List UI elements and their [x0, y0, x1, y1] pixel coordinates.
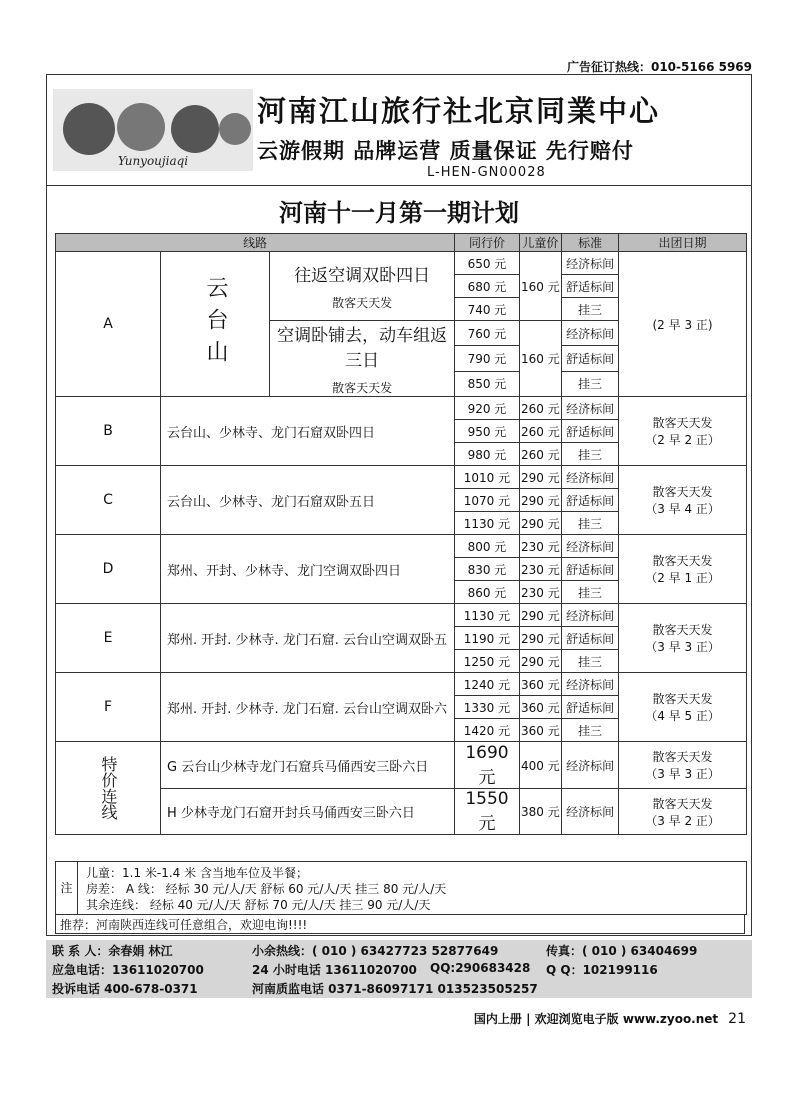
- company-name: 河南江山旅行社北京同業中心: [257, 94, 661, 128]
- child-price: 360 元: [519, 673, 562, 696]
- standard: 经济标间: [562, 789, 619, 835]
- price: 1190 元: [455, 627, 519, 650]
- route-name: 空调卧铺去，动车组返三日 散客天天发: [270, 321, 455, 397]
- notes-line: 儿童：1.1 米-1.4 米 含当地车位及半餐；: [86, 866, 308, 880]
- table-row: [56, 466, 747, 489]
- standard: 舒适标间: [562, 696, 619, 719]
- standard: 舒适标间: [562, 558, 619, 581]
- price: 1330 元: [455, 696, 519, 719]
- header: [47, 75, 751, 186]
- itinerary-table: [55, 233, 747, 835]
- standard: 挂三: [562, 650, 619, 673]
- depart-date: (2 早 3 正): [619, 252, 747, 397]
- child-price: 160 元: [519, 252, 562, 321]
- child-price: 380 元: [519, 789, 562, 835]
- logo-text: Yunyoujiaqi: [117, 154, 189, 168]
- contact-qq: QQ:290683428: [430, 961, 531, 975]
- footer-text: 国内上册 | 欢迎浏览电子版 www.zyoo.net: [473, 1012, 719, 1026]
- notes-label: 注: [56, 862, 78, 914]
- standard: 经济标间: [562, 321, 619, 346]
- child-price: 400 元: [519, 742, 562, 789]
- standard: 经济标间: [562, 535, 619, 558]
- contact-people: 联 系 人：余春娟 林江: [52, 944, 173, 958]
- col-child-price: 儿童价: [519, 234, 562, 252]
- date-line: （2 早 1 正）: [645, 571, 720, 585]
- table-row: [56, 673, 747, 696]
- ad-hotline: 广告征订热线：010-5166 5969: [566, 60, 752, 74]
- depart-date: [619, 673, 747, 742]
- standard: 经济标间: [562, 742, 619, 789]
- price: 1130 元: [455, 604, 519, 627]
- child-price: 290 元: [519, 466, 562, 489]
- logo: [53, 89, 253, 171]
- contact-fax: 传真：( 010 ) 63404699: [546, 944, 698, 958]
- standard: 挂三: [562, 512, 619, 535]
- price: 1550 元: [455, 789, 519, 835]
- child-price: 290 元: [519, 604, 562, 627]
- price: 790 元: [455, 346, 519, 371]
- standard: 舒适标间: [562, 420, 619, 443]
- route-name: 郑州、开封、少林寺、龙门空调双卧四日: [161, 535, 455, 604]
- depart-date: 散客天天发 （3 早 2 正）: [619, 789, 747, 835]
- table-header: [56, 234, 747, 252]
- date-line: 散客天天发: [652, 623, 713, 637]
- child-price: 360 元: [519, 719, 562, 742]
- price: 920 元: [455, 397, 519, 420]
- route-code: B: [56, 397, 161, 466]
- page-number: 21: [728, 1011, 746, 1027]
- depart-date: [619, 397, 747, 466]
- standard: 经济标间: [562, 252, 619, 275]
- license-number: L-HEN-GN00028: [427, 165, 546, 180]
- contact-qq2: Q Q：102199116: [546, 963, 658, 977]
- contact-quality: 河南质监电话 0371-86097171 013523505257: [252, 982, 538, 996]
- page-footer: [474, 1010, 746, 1027]
- price: 740 元: [455, 298, 519, 321]
- standard: 挂三: [562, 581, 619, 604]
- table-row: [56, 604, 747, 627]
- price: 950 元: [455, 420, 519, 443]
- depart-date: [619, 604, 747, 673]
- price: 1250 元: [455, 650, 519, 673]
- standard: 舒适标间: [562, 627, 619, 650]
- route-name: 郑州. 开封. 少林寺. 龙门石窟. 云台山空调双卧五: [161, 604, 455, 673]
- table-row: [56, 252, 747, 275]
- standard: 挂三: [562, 443, 619, 466]
- special-label: 特价连线: [56, 742, 161, 835]
- table-row: [56, 742, 747, 789]
- standard: 挂三: [562, 371, 619, 396]
- standard: 舒适标间: [562, 275, 619, 298]
- depart-date: 散客天天发 （3 早 3 正）: [619, 742, 747, 789]
- standard: 经济标间: [562, 604, 619, 627]
- child-price: 290 元: [519, 512, 562, 535]
- child-price: 230 元: [519, 581, 562, 604]
- standard: 舒适标间: [562, 489, 619, 512]
- notes-line: 其余连线： 经标 40 元/人/天 舒标 70 元/人/天 挂三 90 元/人/天: [86, 898, 431, 912]
- ad-frame: [46, 74, 752, 936]
- standard: 挂三: [562, 719, 619, 742]
- price: 650 元: [455, 252, 519, 275]
- child-price: 160 元: [519, 321, 562, 397]
- notes-box: [55, 861, 747, 915]
- notes-line: 房差： A 线： 经标 30 元/人/天 舒标 60 元/人/天 挂三 80 元/人/天: [86, 882, 447, 896]
- depart-date: [619, 466, 747, 535]
- route-name: G 云台山少林寺龙门石窟兵马俑西安三卧六日: [161, 742, 455, 789]
- child-price: 260 元: [519, 443, 562, 466]
- child-price: 230 元: [519, 558, 562, 581]
- date-line: （4 早 5 正）: [645, 709, 720, 723]
- child-price: 290 元: [519, 489, 562, 512]
- route-code: E: [56, 604, 161, 673]
- route-code: C: [56, 466, 161, 535]
- price: 1690 元: [455, 742, 519, 789]
- date-line: （3 早 3 正）: [645, 640, 720, 654]
- child-price: 290 元: [519, 650, 562, 673]
- date-line: 散客天天发: [652, 692, 713, 706]
- slogan: 云游假期 品牌运营 质量保证 先行赔付: [257, 139, 634, 163]
- price: 830 元: [455, 558, 519, 581]
- route-code: D: [56, 535, 161, 604]
- standard: 经济标间: [562, 673, 619, 696]
- route-name: 云台山、少林寺、龙门石窟双卧五日: [161, 466, 455, 535]
- recommend-note: 推荐：河南陕西连线可任意组合，欢迎电询!!!!: [55, 914, 745, 934]
- depart-date: [619, 535, 747, 604]
- price: 1130 元: [455, 512, 519, 535]
- price: 800 元: [455, 535, 519, 558]
- standard: 经济标间: [562, 397, 619, 420]
- child-price: 290 元: [519, 627, 562, 650]
- price: 1010 元: [455, 466, 519, 489]
- child-price: 230 元: [519, 535, 562, 558]
- price: 850 元: [455, 371, 519, 396]
- logo-graphic: [53, 89, 253, 171]
- contacts-bar: [46, 940, 752, 998]
- price: 1420 元: [455, 719, 519, 742]
- contact-emergency: 应急电话：13611020700: [52, 963, 204, 977]
- route-name: 云台山、少林寺、龙门石窟双卧四日: [161, 397, 455, 466]
- date-line: 散客天天发: [652, 485, 713, 499]
- col-price: 同行价: [455, 234, 519, 252]
- contact-24h: 24 小时电话 13611020700: [252, 963, 417, 977]
- table-row: [56, 535, 747, 558]
- region-name: 云台山: [161, 252, 270, 397]
- standard: 经济标间: [562, 466, 619, 489]
- standard: 舒适标间: [562, 346, 619, 371]
- price: 1070 元: [455, 489, 519, 512]
- date-line: 散客天天发: [652, 416, 713, 430]
- price: 760 元: [455, 321, 519, 346]
- col-standard: 标准: [562, 234, 619, 252]
- route-name: 郑州. 开封. 少林寺. 龙门石窟. 云台山空调双卧六: [161, 673, 455, 742]
- child-price: 260 元: [519, 420, 562, 443]
- standard: 挂三: [562, 298, 619, 321]
- plan-title: 河南十一月第一期计划: [279, 199, 519, 227]
- price: 980 元: [455, 443, 519, 466]
- col-route: 线路: [56, 234, 455, 252]
- price: 1240 元: [455, 673, 519, 696]
- contact-hotline: 小余热线：( 010 ) 63427723 52877649: [252, 944, 499, 958]
- route-code: F: [56, 673, 161, 742]
- child-price: 360 元: [519, 696, 562, 719]
- route-name: H 少林寺龙门石窟开封兵马俑西安三卧六日: [161, 789, 455, 835]
- price: 860 元: [455, 581, 519, 604]
- date-line: （3 早 4 正）: [645, 502, 720, 516]
- route-code: A: [56, 252, 161, 397]
- table-row: [56, 397, 747, 420]
- date-line: （2 早 2 正）: [645, 433, 720, 447]
- price: 680 元: [455, 275, 519, 298]
- route-name: 往返空调双卧四日 散客天天发: [270, 252, 455, 321]
- child-price: 260 元: [519, 397, 562, 420]
- date-line: 散客天天发: [652, 554, 713, 568]
- contact-complaint: 投诉电话 400-678-0371: [52, 982, 198, 996]
- col-date: 出团日期: [619, 234, 747, 252]
